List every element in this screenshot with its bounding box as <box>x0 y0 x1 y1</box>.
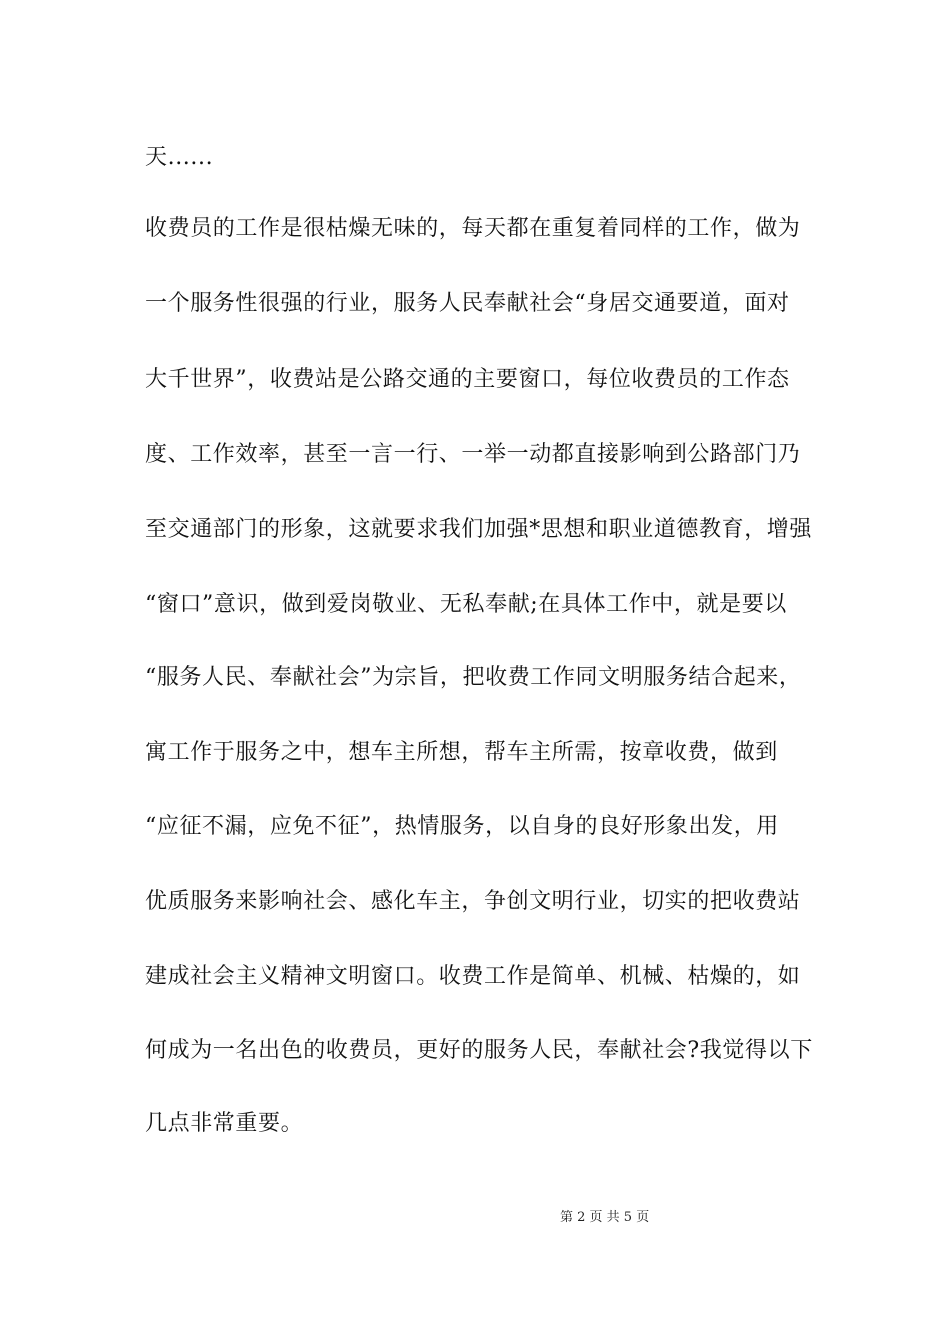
body-text-line: 优质服务来影响社会、感化车主，争创文明行业，切实的把收费站 <box>145 889 801 914</box>
body-text-line: 天...... <box>145 145 214 170</box>
body-text-line: 寓工作于服务之中，想车主所想，帮车主所需，按章收费，做到 <box>145 740 778 765</box>
body-text-line: 一个服务性很强的行业，服务人民奉献社会“身居交通要道，面对 <box>145 291 790 316</box>
body-text-line: 收费员的工作是很枯燥无味的，每天都在重复着同样的工作，做为 <box>145 216 801 241</box>
page-number-footer: 第 2 页 共 5 页 <box>560 1210 650 1225</box>
body-text-line: 度、工作效率，甚至一言一行、一举一动都直接影响到公路部门乃 <box>145 442 801 467</box>
body-text-line: 建成社会主义精神文明窗口。收费工作是简单、机械、枯燥的，如 <box>145 964 801 989</box>
body-text-line: “窗口”意识，做到爱岗敬业、无私奉献;在具体工作中，就是要以 <box>145 592 787 617</box>
body-text-line: 几点非常重要。 <box>145 1111 304 1136</box>
body-text-line: “应征不漏，应免不征”，热情服务，以自身的良好形象出发，用 <box>145 814 779 839</box>
body-text-line: 大千世界”，收费站是公路交通的主要窗口，每位收费员的工作态 <box>145 367 790 392</box>
body-text-line: 至交通部门的形象，这就要求我们加强*思想和职业道德教育，增强 <box>145 517 813 542</box>
body-text-line: “服务人民、奉献社会”为宗旨，把收费工作同文明服务结合起来， <box>145 665 802 690</box>
body-text-line: 何成为一名出色的收费员，更好的服务人民，奉献社会?我觉得以下 <box>145 1038 813 1063</box>
